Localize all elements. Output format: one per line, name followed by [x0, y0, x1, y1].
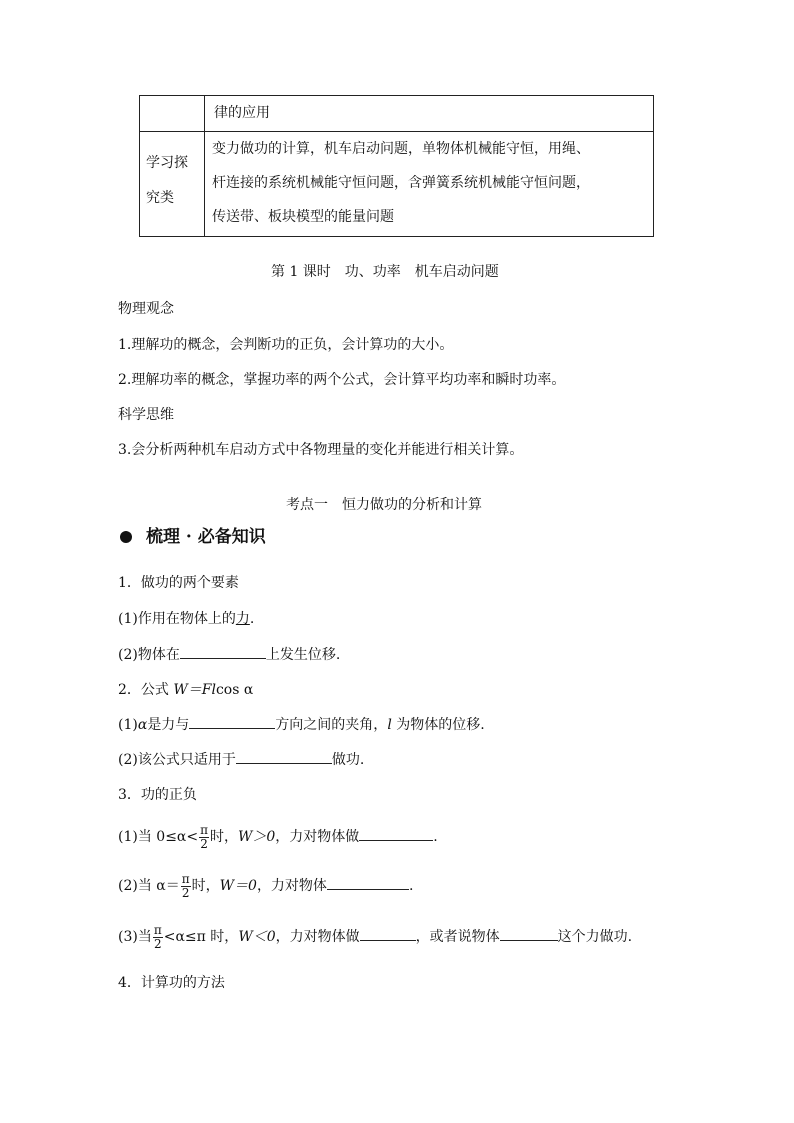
fill-blank[interactable]	[500, 926, 558, 941]
item3-a-text3: ，力对物体做	[275, 829, 360, 845]
item1-b-text: (2)物体在	[118, 647, 180, 663]
item2-a-end: 为物体的位移.	[391, 717, 485, 733]
fill-blank[interactable]	[189, 714, 275, 729]
fill-blank[interactable]	[327, 875, 409, 890]
item1-a-end: .	[249, 611, 255, 627]
section-heading: 梳理 · 必备知识	[146, 527, 266, 547]
item2-line-a	[118, 714, 485, 735]
goal-2: 2.理解功率的概念，掌握功率的两个公式，会计算平均功率和瞬时功率。	[118, 372, 566, 388]
item3-c-condition: W＜0	[238, 929, 276, 945]
item1-b-end: 上发生位移.	[265, 647, 341, 663]
item3-c-end: 这个力做功.	[557, 929, 633, 945]
item1-title: 1．做功的两个要素	[118, 575, 239, 591]
item3-b-end: .	[408, 878, 414, 894]
item1-a-answer: 力	[235, 611, 250, 627]
pi-over-2-fraction	[181, 873, 191, 900]
item3-b-text: (2)当 α＝	[118, 878, 180, 894]
item2-a-text2: 方向之间的夹角，	[275, 717, 388, 733]
item3-c-text4: ，或者说物体	[415, 929, 500, 945]
item3-line-c	[118, 920, 632, 954]
work-formula: W＝Fl	[173, 682, 216, 698]
science-thinking-heading: 科学思维	[118, 407, 174, 423]
item3-line-b	[118, 869, 413, 903]
item3-c-text3: ，力对物体做	[275, 929, 360, 945]
work-formula-tail: cos α	[215, 682, 254, 698]
item2-a-index: (1)	[118, 717, 138, 733]
item3-b-condition: W＝0	[219, 878, 257, 894]
table-divider-vertical	[204, 96, 205, 236]
item3-b-text3: ，力对物体	[256, 878, 327, 894]
topic-title: 考点一 恒力做功的分析和计算	[286, 497, 482, 513]
item2-b-text: (2)该公式只适用于	[118, 752, 236, 768]
item3-a-text2: 时，	[210, 829, 238, 845]
fill-blank[interactable]	[236, 749, 332, 764]
fraction-numerator: π	[200, 822, 208, 837]
fraction-denominator: 2	[200, 836, 208, 851]
item1-line-a	[118, 609, 254, 629]
table-cell-row2-label-line1: 学习探	[146, 155, 188, 171]
fill-blank[interactable]	[360, 926, 416, 941]
fraction-numerator: π	[153, 922, 162, 937]
item3-c-text2: <α≤π 时，	[163, 929, 239, 945]
pi-over-2-fraction	[199, 824, 209, 851]
item3-c-text: (3)当	[118, 929, 152, 945]
item2-b-end: 做功.	[331, 752, 365, 768]
fill-blank[interactable]	[359, 826, 433, 841]
item3-b-text2: 时，	[191, 878, 220, 894]
item1-a-text: (1)作用在物体上的	[118, 611, 236, 627]
table-cell-row2-content-line2: 杆连接的系统机械能守恒问题，含弹簧系统机械能守恒问题，	[212, 175, 590, 191]
item4-title: 4．计算功的方法	[118, 975, 225, 991]
table-cell-row2-label-line2: 究类	[146, 190, 174, 206]
table-cell-row1-content: 律的应用	[214, 105, 270, 121]
item2-title	[118, 680, 253, 700]
physics-concept-heading: 物理观念	[118, 301, 174, 317]
item2-title-text: 2．公式	[118, 682, 174, 698]
lesson-title: 第 1 课时 功、功率 机车启动问题	[271, 264, 499, 280]
item3-title: 3．功的正负	[118, 787, 197, 803]
table-cell-row2-content-line3: 传送带、板块模型的能量问题	[212, 209, 394, 225]
item2-a-text: 是力与	[147, 717, 190, 733]
classification-table	[139, 95, 654, 237]
bullet-dot-icon	[120, 531, 132, 543]
fill-blank[interactable]	[180, 644, 266, 659]
fraction-denominator: 2	[181, 885, 190, 900]
fraction-denominator: 2	[153, 936, 162, 951]
pi-over-2-fraction	[153, 924, 163, 951]
goal-3: 3.会分析两种机车启动方式中各物理量的变化并能进行相关计算。	[118, 442, 524, 458]
table-divider-horizontal	[140, 131, 653, 132]
alpha-symbol: α	[137, 717, 148, 733]
item3-line-a	[118, 820, 438, 854]
item3-a-text: (1)当 0≤α<	[118, 829, 199, 845]
fraction-numerator: π	[181, 871, 190, 886]
item3-a-end: .	[433, 829, 438, 845]
table-cell-row2-content-line1: 变力做功的计算，机车启动问题，单物体机械能守恒，用绳、	[212, 141, 590, 157]
item2-line-b	[118, 749, 364, 770]
l-symbol: l	[387, 717, 392, 733]
goal-1: 1.理解功的概念，会判断功的正负，会计算功的大小。	[118, 337, 454, 353]
item3-a-condition: W＞0	[238, 829, 276, 845]
item1-line-b	[118, 644, 340, 665]
